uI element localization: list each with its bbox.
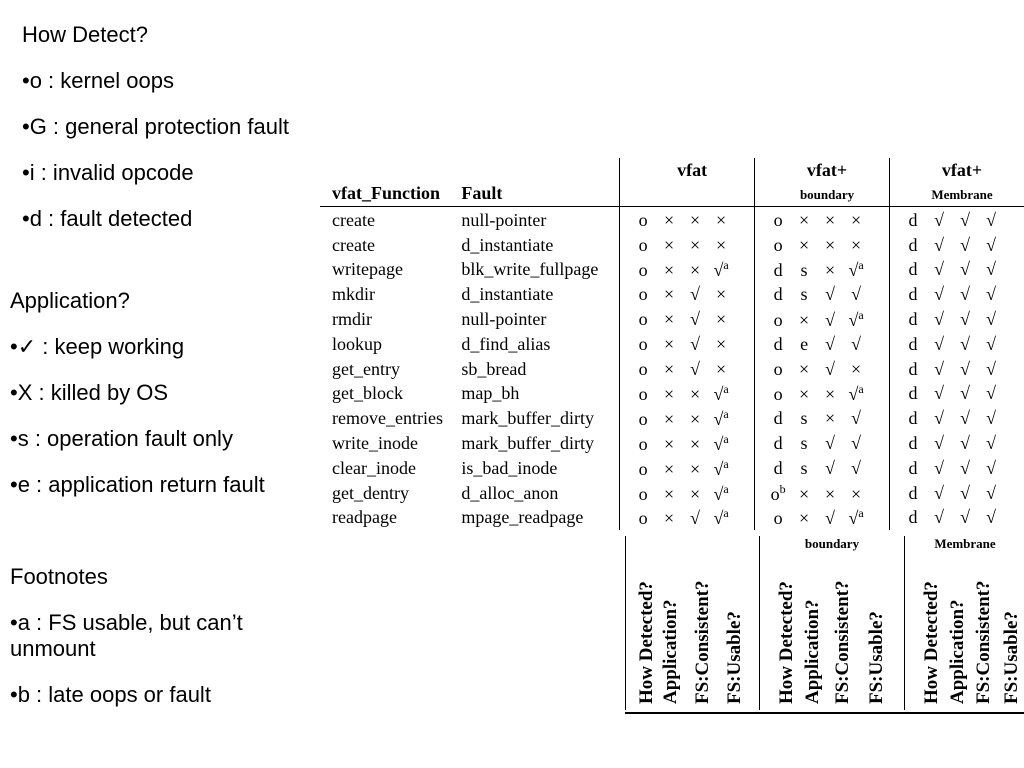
row-function: create <box>332 234 375 255</box>
result-symbol: √ <box>960 259 970 280</box>
result-symbol: d <box>773 260 783 281</box>
result-symbol: √ <box>851 457 861 478</box>
result-cell-membrane <box>890 307 1024 332</box>
result-symbol: √ <box>934 284 944 305</box>
row-fault: null-pointer <box>461 209 547 230</box>
result-symbol: √ <box>960 309 970 330</box>
result-symbol: √ <box>825 457 835 478</box>
result-symbol: × <box>798 483 810 504</box>
result-symbol: √$^a$ <box>713 382 729 405</box>
result-symbol: × <box>798 209 810 230</box>
result-symbol: √ <box>986 209 996 230</box>
result-symbol: √ <box>986 234 996 255</box>
result-symbol: d <box>908 259 918 280</box>
result-symbol: √ <box>960 433 970 454</box>
result-symbol: √$^a$ <box>713 407 729 430</box>
result-symbol: d <box>908 209 918 230</box>
result-symbol: d <box>773 333 783 354</box>
result-symbol: √ <box>960 333 970 354</box>
table-row <box>320 506 1024 531</box>
result-cell-boundary <box>755 307 890 332</box>
result-symbol: √ <box>986 457 996 478</box>
result-symbol: s <box>800 284 808 305</box>
result-symbol: √$^a$ <box>713 258 729 281</box>
legend-item-x: •X : killed by OS <box>10 380 169 405</box>
application-heading: Application? <box>10 288 130 313</box>
result-cell-vfat <box>620 506 755 531</box>
result-symbol: √ <box>690 309 701 330</box>
axis-group-boundary <box>759 536 904 710</box>
result-cell-membrane <box>890 208 1024 233</box>
row-fault: mpage_readpage <box>461 507 584 528</box>
axis-label-fs-consistent: FS:Consistent? <box>832 580 853 704</box>
result-symbol: × <box>824 234 836 255</box>
result-cell-boundary <box>755 357 890 382</box>
result-symbol: × <box>690 234 701 255</box>
result-cell-membrane <box>890 382 1024 407</box>
table-row <box>320 382 1024 407</box>
result-symbol: √ <box>690 358 701 379</box>
result-symbol: × <box>664 409 675 430</box>
result-symbol: √ <box>960 482 970 503</box>
result-cell-boundary <box>755 258 890 283</box>
result-symbol: √ <box>825 310 835 331</box>
result-cell-vfat <box>620 481 755 506</box>
result-cell-vfat <box>620 307 755 332</box>
result-symbol: d <box>908 358 918 379</box>
axis-label-fs-usable: FS:Usable? <box>866 611 887 704</box>
result-symbol: √ <box>934 358 944 379</box>
row-function: create <box>332 209 375 230</box>
result-symbol: × <box>664 209 675 230</box>
result-symbol: √$^a$ <box>848 506 864 529</box>
result-symbol: √ <box>986 408 996 429</box>
row-function: readpage <box>332 507 397 528</box>
result-symbol: √ <box>934 482 944 503</box>
result-symbol: o <box>638 409 648 430</box>
table-row <box>320 481 1024 506</box>
result-symbol: √ <box>986 433 996 454</box>
table-row <box>320 406 1024 431</box>
result-symbol: × <box>798 384 810 405</box>
result-symbol: $o^b$ <box>770 481 786 504</box>
result-symbol: × <box>664 384 675 405</box>
result-symbol: d <box>908 284 918 305</box>
result-symbol: × <box>664 309 675 330</box>
result-symbol: √ <box>934 507 944 528</box>
result-symbol: √ <box>690 284 701 305</box>
result-cell-vfat <box>620 382 755 407</box>
group-header-boundary <box>755 158 890 208</box>
result-symbol: √ <box>934 433 944 454</box>
row-function: get_dentry <box>332 482 409 503</box>
result-symbol: × <box>664 234 675 255</box>
result-cell-boundary <box>755 332 890 357</box>
row-function: get_block <box>332 383 403 404</box>
result-cell-vfat <box>620 233 755 258</box>
legend-item-check: •✓ : keep working <box>10 334 185 359</box>
axis-label-fs-usable: FS:Usable? <box>724 611 745 704</box>
result-cell-vfat <box>620 456 755 481</box>
axis-label-how-detected: How Detected? <box>636 581 657 704</box>
table-row <box>320 431 1024 456</box>
axis-group-membrane-label: Membrane <box>934 536 996 551</box>
result-symbol: o <box>773 384 783 405</box>
result-symbol: √ <box>960 209 970 230</box>
application-legend <box>10 288 265 498</box>
footnotes-heading: Footnotes <box>10 564 108 589</box>
result-symbol: × <box>690 209 701 230</box>
result-symbol: √ <box>986 284 996 305</box>
axis-label-how-detected: How Detected? <box>776 581 797 704</box>
result-symbol: √ <box>960 457 970 478</box>
result-symbol: √ <box>934 259 944 280</box>
result-cell-membrane <box>890 258 1024 283</box>
result-symbol: × <box>716 284 727 305</box>
result-symbol: × <box>798 234 810 255</box>
result-symbol: s <box>800 433 808 454</box>
row-fault: map_bh <box>461 383 520 404</box>
rotated-axis-labels <box>625 536 1024 714</box>
result-symbol: √ <box>851 284 861 305</box>
result-cell-membrane <box>890 431 1024 456</box>
axis-group-boundary-label: boundary <box>804 536 860 551</box>
table-row <box>320 332 1024 357</box>
result-symbol: √ <box>986 358 996 379</box>
result-symbol: o <box>638 358 648 379</box>
result-symbol: × <box>850 358 862 379</box>
result-symbol: × <box>690 434 701 455</box>
result-symbol: √ <box>825 284 835 305</box>
result-cell-vfat <box>620 258 755 283</box>
result-symbol: √$^a$ <box>713 432 729 455</box>
result-symbol: d <box>773 457 783 478</box>
result-cell-vfat <box>620 332 755 357</box>
result-symbol: × <box>716 209 727 230</box>
result-symbol: √ <box>934 309 944 330</box>
axis-label-application: Application? <box>802 599 823 704</box>
result-symbol: √ <box>960 358 970 379</box>
axis-group-vfat <box>625 536 759 710</box>
row-function: clear_inode <box>332 457 416 478</box>
result-symbol: s <box>800 260 808 281</box>
result-symbol: o <box>638 234 648 255</box>
result-symbol: s <box>800 408 808 429</box>
result-symbol: d <box>908 457 918 478</box>
result-symbol: d <box>908 408 918 429</box>
result-symbol: × <box>824 260 836 281</box>
result-symbol: × <box>716 358 727 379</box>
result-symbol: d <box>908 507 918 528</box>
result-symbol: √ <box>960 284 970 305</box>
legend-item-d: •d : fault detected <box>22 206 193 231</box>
result-symbol: √$^a$ <box>713 506 729 529</box>
axis-label-application: Application? <box>660 599 681 704</box>
row-fault: d_instantiate <box>461 234 554 255</box>
axis-label-application: Application? <box>947 599 968 704</box>
table-row <box>320 233 1024 258</box>
result-symbol: √$^a$ <box>848 258 864 281</box>
result-symbol: √ <box>960 234 970 255</box>
col-fault-header: Fault <box>461 183 503 203</box>
result-symbol: √ <box>986 507 996 528</box>
result-symbol: √ <box>690 333 701 354</box>
footnote-a: •a : FS usable, but can’t unmount <box>10 610 243 661</box>
axis-group-membrane <box>904 536 1024 710</box>
table-row <box>320 258 1024 283</box>
row-function: mkdir <box>332 284 375 305</box>
result-symbol: × <box>690 260 701 281</box>
result-symbol: √ <box>825 433 835 454</box>
legend-item-s: •s : operation fault only <box>10 426 233 451</box>
result-symbol: o <box>773 209 783 230</box>
result-cell-boundary <box>755 481 890 506</box>
result-cell-boundary <box>755 406 890 431</box>
result-symbol: o <box>638 309 648 330</box>
result-symbol: o <box>638 384 648 405</box>
row-function: write_inode <box>332 433 418 454</box>
row-function: get_entry <box>332 358 400 379</box>
row-function: remove_entries <box>332 408 443 429</box>
table-row <box>320 282 1024 307</box>
table-row <box>320 456 1024 481</box>
table-row <box>320 307 1024 332</box>
row-fault: blk_write_fullpage <box>461 259 599 280</box>
footnotes-legend <box>10 564 300 708</box>
result-symbol: o <box>638 458 648 479</box>
result-symbol: √ <box>986 259 996 280</box>
fault-table <box>320 158 1024 530</box>
row-fault: sb_bread <box>461 358 527 379</box>
result-symbol: o <box>638 483 648 504</box>
result-cell-membrane <box>890 332 1024 357</box>
result-symbol: √ <box>934 383 944 404</box>
result-symbol: d <box>908 234 918 255</box>
result-cell-membrane <box>890 506 1024 531</box>
result-cell-vfat <box>620 431 755 456</box>
result-symbol: × <box>664 458 675 479</box>
table-row <box>320 357 1024 382</box>
result-symbol: √ <box>986 333 996 354</box>
result-symbol: × <box>716 333 727 354</box>
result-symbol: × <box>850 234 862 255</box>
legend-item-o: •o : kernel oops <box>22 68 175 93</box>
result-symbol: √$^a$ <box>713 481 729 504</box>
result-symbol: √ <box>851 408 861 429</box>
result-symbol: d <box>773 433 783 454</box>
result-symbol: × <box>664 358 675 379</box>
result-symbol: d <box>773 284 783 305</box>
row-fault: null-pointer <box>461 309 547 330</box>
result-symbol: × <box>850 483 862 504</box>
row-fault: d_instantiate <box>461 284 554 305</box>
result-cell-boundary <box>755 456 890 481</box>
result-symbol: √$^a$ <box>848 308 864 331</box>
table-header-rule <box>320 206 1024 207</box>
result-symbol: d <box>908 383 918 404</box>
result-cell-vfat <box>620 282 755 307</box>
result-symbol: × <box>664 333 675 354</box>
result-symbol: × <box>664 508 675 529</box>
result-symbol: √ <box>825 358 835 379</box>
result-symbol: √ <box>934 234 944 255</box>
how-detect-legend <box>22 22 289 232</box>
group-header-membrane <box>890 158 1024 208</box>
result-symbol: o <box>638 260 648 281</box>
legend-item-i: •i : invalid opcode <box>22 160 194 185</box>
result-symbol: o <box>638 209 648 230</box>
col-function-header: vfat_Function <box>332 183 440 203</box>
row-fault: mark_buffer_dirty <box>461 408 595 429</box>
result-cell-boundary <box>755 233 890 258</box>
result-symbol: o <box>638 333 648 354</box>
group-subtitle-boundary: boundary <box>799 187 855 202</box>
result-symbol: × <box>664 483 675 504</box>
result-symbol: √$^a$ <box>848 382 864 405</box>
axis-label-fs-consistent: FS:Consistent? <box>973 580 994 704</box>
result-symbol: × <box>690 458 701 479</box>
result-cell-membrane <box>890 456 1024 481</box>
result-symbol: d <box>908 482 918 503</box>
result-symbol: × <box>798 310 810 331</box>
result-cell-vfat <box>620 406 755 431</box>
how-detect-heading: How Detect? <box>22 22 148 47</box>
result-cell-membrane <box>890 406 1024 431</box>
row-function: writepage <box>332 259 403 280</box>
result-symbol: √ <box>690 508 701 529</box>
result-cell-vfat <box>620 208 755 233</box>
group-title-membrane: vfat+ <box>941 160 983 180</box>
result-symbol: √ <box>851 333 861 354</box>
result-symbol: s <box>800 457 808 478</box>
group-title-boundary: vfat+ <box>806 160 848 180</box>
result-symbol: d <box>908 309 918 330</box>
group-subtitle-membrane: Membrane <box>931 187 993 202</box>
result-symbol: × <box>798 508 810 529</box>
result-symbol: × <box>690 409 701 430</box>
result-symbol: √ <box>825 333 835 354</box>
axis-label-fs-usable: FS:Usable? <box>1001 611 1022 704</box>
group-title-vfat: vfat <box>677 160 708 180</box>
result-symbol: o <box>638 434 648 455</box>
result-symbol: d <box>908 333 918 354</box>
result-symbol: √ <box>986 482 996 503</box>
row-fault: d_find_alias <box>461 333 551 354</box>
result-cell-membrane <box>890 357 1024 382</box>
result-symbol: o <box>773 508 783 529</box>
result-cell-membrane <box>890 233 1024 258</box>
result-symbol: √ <box>986 383 996 404</box>
result-symbol: × <box>690 483 701 504</box>
result-symbol: √ <box>934 408 944 429</box>
result-cell-boundary <box>755 382 890 407</box>
result-cell-boundary <box>755 506 890 531</box>
result-cell-boundary <box>755 282 890 307</box>
result-symbol: √ <box>825 508 835 529</box>
row-function: rmdir <box>332 309 372 330</box>
fault-table-body <box>320 208 1024 530</box>
result-symbol: × <box>824 384 836 405</box>
result-symbol: √ <box>960 507 970 528</box>
result-symbol: o <box>638 284 648 305</box>
result-symbol: √ <box>934 209 944 230</box>
result-symbol: √ <box>960 383 970 404</box>
result-symbol: × <box>664 260 675 281</box>
result-symbol: o <box>773 358 783 379</box>
result-cell-boundary <box>755 431 890 456</box>
result-symbol: √ <box>986 309 996 330</box>
result-symbol: × <box>824 483 836 504</box>
footnote-b: •b : late oops or fault <box>10 682 211 707</box>
result-symbol: e <box>800 333 809 354</box>
result-cell-boundary <box>755 208 890 233</box>
row-fault: d_alloc_anon <box>461 482 559 503</box>
result-symbol: × <box>798 358 810 379</box>
table-row <box>320 208 1024 233</box>
legend-item-e: •e : application return fault <box>10 472 265 497</box>
result-symbol: × <box>850 209 862 230</box>
row-fault: mark_buffer_dirty <box>461 433 595 454</box>
result-symbol: × <box>716 234 727 255</box>
axis-label-how-detected: How Detected? <box>921 581 942 704</box>
result-symbol: × <box>664 434 675 455</box>
result-symbol: √ <box>960 408 970 429</box>
legend-item-g: •G : general protection fault <box>22 114 289 139</box>
result-symbol: √$^a$ <box>713 456 729 479</box>
result-cell-membrane <box>890 282 1024 307</box>
result-symbol: o <box>773 234 783 255</box>
result-symbol: × <box>664 284 675 305</box>
result-symbol: × <box>716 309 727 330</box>
result-cell-membrane <box>890 481 1024 506</box>
result-symbol: √ <box>851 433 861 454</box>
result-symbol: √ <box>934 333 944 354</box>
result-symbol: d <box>773 408 783 429</box>
axis-label-fs-consistent: FS:Consistent? <box>692 580 713 704</box>
result-symbol: × <box>824 209 836 230</box>
group-header-vfat <box>620 158 755 208</box>
fault-table-wrapper <box>320 158 1024 530</box>
result-symbol: d <box>908 433 918 454</box>
row-fault: is_bad_inode <box>461 457 558 478</box>
result-symbol: o <box>638 508 648 529</box>
result-symbol: o <box>773 310 783 331</box>
result-symbol: √ <box>934 457 944 478</box>
result-cell-vfat <box>620 357 755 382</box>
row-function: lookup <box>332 333 383 354</box>
result-symbol: × <box>824 408 836 429</box>
result-symbol: × <box>690 384 701 405</box>
